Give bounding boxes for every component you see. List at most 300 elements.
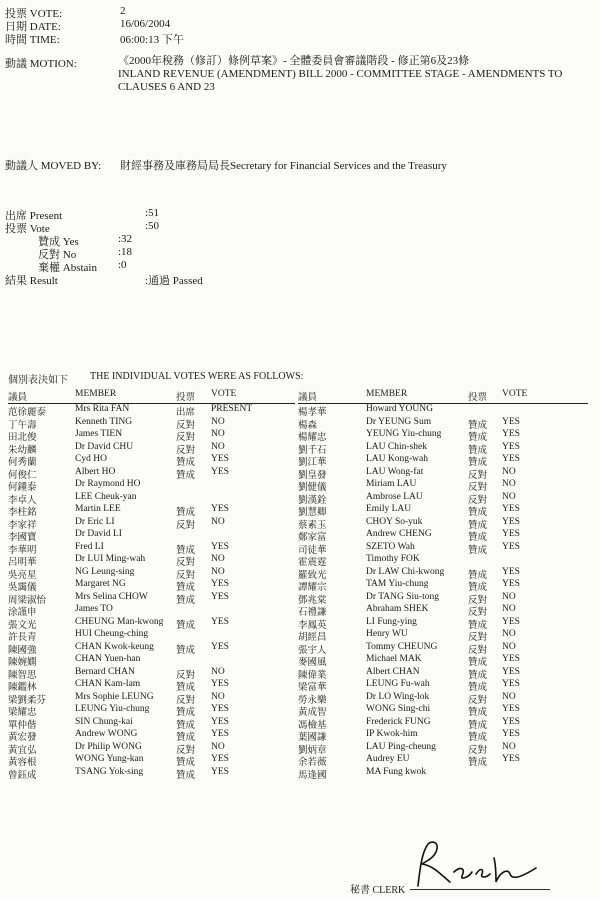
table-row	[298, 592, 588, 605]
vote-chinese: 贊成	[176, 545, 196, 556]
member-chinese-name: 許長青	[8, 633, 37, 643]
member-chinese-name: 梁富華	[298, 683, 327, 693]
time-value: 06:00:13 下午	[120, 34, 184, 46]
vote-english: YES	[502, 441, 520, 452]
vote-english: YES	[502, 716, 520, 727]
vote-chinese: 反對	[176, 670, 196, 681]
vote-chinese: 贊成	[176, 470, 196, 481]
vote-english: YES	[502, 579, 520, 589]
vote-chinese: 贊成	[176, 583, 196, 593]
member-english-name: Michael MAK	[366, 654, 422, 664]
vote-english: YES	[211, 716, 229, 727]
table-row	[298, 679, 588, 692]
table-header	[298, 389, 588, 404]
member-chinese-name: 霍震霆	[298, 558, 327, 568]
header-vote-chinese: 投票	[176, 393, 196, 403]
member-chinese-name: 梁耀忠	[8, 708, 37, 718]
motion-text	[118, 55, 588, 94]
member-chinese-name: 黃宏發	[8, 733, 37, 743]
table-row	[298, 579, 588, 592]
vote-chinese: 反對	[468, 745, 488, 756]
member-chinese-name: 何俊仁	[8, 470, 37, 481]
table-row	[8, 567, 295, 580]
table-row	[298, 629, 588, 642]
vote-english: NO	[211, 741, 225, 752]
vote-english: YES	[502, 504, 520, 514]
votes-table-left	[8, 389, 295, 779]
vote-chinese: 反對	[468, 595, 488, 606]
header-vote-chinese: 投票	[468, 393, 488, 403]
table-row	[298, 404, 588, 417]
vote-chinese: 贊成	[176, 458, 196, 468]
member-chinese-name: 余若薇	[298, 758, 327, 768]
member-english-name: Martin LEE	[75, 504, 121, 514]
signature-line	[410, 889, 550, 890]
table-row	[8, 654, 295, 667]
abstain-value: :0	[118, 259, 127, 271]
vote-english: YES	[211, 679, 229, 689]
table-row	[8, 742, 295, 755]
mover-label: 動議人 MOVED BY:	[5, 160, 102, 172]
member-english-name: Dr LUI Ming-wah	[75, 554, 146, 564]
member-english-name: LEUNG Yiu-chung	[75, 704, 150, 714]
member-chinese-name: 勞永樂	[298, 695, 327, 706]
member-chinese-name: 朱幼麟	[8, 445, 37, 456]
member-chinese-name: 吳亮星	[8, 570, 37, 581]
header-member-chinese: 議員	[298, 393, 318, 403]
vote-english: NO	[502, 466, 516, 477]
vote-english: YES	[502, 566, 520, 577]
member-chinese-name: 劉慧卿	[298, 508, 327, 518]
vote-chinese: 反對	[176, 420, 196, 431]
table-row	[8, 617, 295, 630]
member-chinese-name: 楊耀忠	[298, 433, 327, 443]
table-row	[298, 504, 588, 517]
table-row	[8, 717, 295, 730]
table-row	[298, 742, 588, 755]
member-english-name: WONG Yung-kan	[75, 754, 144, 764]
date-label: 日期 DATE:	[5, 21, 61, 33]
table-caption-english: THE INDIVIDUAL VOTES WERE AS FOLLOWS:	[90, 371, 304, 382]
vote-chinese: 贊成	[468, 658, 488, 668]
member-chinese-name: 李卓人	[8, 495, 37, 506]
member-chinese-name: 丁午壽	[8, 420, 37, 431]
vote-english: YES	[502, 416, 520, 427]
member-chinese-name: 楊孝華	[298, 408, 327, 418]
member-english-name: Dr YEUNG Sum	[366, 416, 432, 427]
vote-chinese: 贊成	[176, 508, 196, 518]
table-row	[8, 692, 295, 705]
member-english-name: YEUNG Yiu-chung	[366, 429, 442, 439]
member-english-name: CHAN Kwok-keung	[75, 641, 154, 652]
member-english-name: Margaret NG	[75, 579, 126, 589]
vote-chinese: 贊成	[468, 420, 488, 431]
member-english-name: Henry WU	[366, 629, 408, 639]
vote-english: NO	[211, 516, 225, 527]
member-chinese-name: 葉國謙	[298, 733, 327, 743]
member-english-name: TAM Yiu-chung	[366, 579, 429, 589]
member-english-name: Albert CHAN	[366, 666, 420, 677]
vote-chinese: 反對	[468, 495, 488, 506]
member-english-name: Dr Eric LI	[75, 516, 115, 527]
table-row	[298, 429, 588, 442]
member-english-name: Timothy FOK	[366, 554, 420, 564]
table-row	[8, 504, 295, 517]
table-row	[298, 604, 588, 617]
vote-english: NO	[211, 416, 225, 427]
vote-english: NO	[502, 604, 516, 614]
vote-chinese: 反對	[176, 558, 196, 568]
vote-english: NO	[211, 429, 225, 439]
vote-english: YES	[211, 766, 229, 777]
vote-english: NO	[211, 566, 225, 577]
vote-english: NO	[211, 691, 225, 702]
member-chinese-name: 胡經昌	[298, 633, 327, 643]
member-english-name: Miriam LAU	[366, 479, 417, 489]
member-english-name: LEE Cheuk-yan	[75, 491, 137, 502]
table-row	[8, 579, 295, 592]
vote-chinese: 贊成	[468, 733, 488, 743]
table-row	[298, 554, 588, 567]
table-row	[8, 517, 295, 530]
table-row	[8, 417, 295, 430]
member-english-name: Mrs Selina CHOW	[75, 591, 148, 602]
vote-chinese: 贊成	[176, 733, 196, 743]
result-label: 結果 Result	[5, 275, 58, 287]
vote-chinese: 反對	[176, 445, 196, 456]
member-chinese-name: 涂謹申	[8, 608, 37, 618]
member-chinese-name: 張文光	[8, 620, 37, 631]
table-row	[298, 454, 588, 467]
table-row	[8, 629, 295, 642]
table-body-right	[298, 404, 588, 779]
vote-english: YES	[211, 579, 229, 589]
vote-english: NO	[502, 491, 516, 502]
member-english-name: NG Leung-sing	[75, 566, 135, 577]
table-body-left	[8, 404, 295, 779]
member-chinese-name: 劉江華	[298, 458, 327, 468]
member-chinese-name: 馬逢國	[298, 770, 327, 781]
time-label: 時間 TIME:	[5, 34, 60, 46]
vote-count-label: 投票 Vote	[5, 223, 50, 235]
table-row	[8, 454, 295, 467]
member-chinese-name: 李國寶	[8, 533, 37, 543]
vote-chinese: 贊成	[176, 758, 196, 768]
vote-chinese: 贊成	[468, 545, 488, 556]
vote-english: NO	[502, 641, 516, 652]
vote-chinese: 贊成	[468, 445, 488, 456]
member-english-name: Howard YOUNG	[366, 404, 433, 414]
member-english-name: Emily LAU	[366, 504, 412, 514]
clerk-signature	[410, 838, 550, 890]
table-row	[298, 704, 588, 717]
vote-english: YES	[211, 641, 229, 652]
vote-english: NO	[502, 691, 516, 702]
table-row	[298, 717, 588, 730]
table-row	[8, 604, 295, 617]
result-value: :通過 Passed	[145, 275, 203, 287]
member-english-name: LAU Kong-wah	[366, 454, 429, 464]
member-chinese-name: 鄧兆棠	[298, 595, 327, 606]
vote-english: NO	[502, 591, 516, 602]
vote-english: YES	[211, 729, 229, 739]
member-english-name: James TO	[75, 604, 113, 614]
vote-english: YES	[502, 666, 520, 677]
vote-chinese: 贊成	[468, 570, 488, 581]
member-chinese-name: 李鳳英	[298, 620, 327, 631]
vote-chinese: 贊成	[176, 645, 196, 656]
table-header	[8, 389, 295, 404]
member-chinese-name: 黃宜弘	[8, 745, 37, 756]
table-row	[8, 667, 295, 680]
member-chinese-name: 馮檢基	[298, 720, 327, 731]
vote-chinese: 贊成	[468, 520, 488, 531]
member-chinese-name: 黃容根	[8, 758, 37, 768]
header-vote-english: VOTE	[211, 389, 237, 399]
vote-chinese: 贊成	[468, 720, 488, 731]
member-english-name: LEUNG Fu-wah	[366, 679, 430, 689]
table-row	[298, 654, 588, 667]
member-english-name: LAU Ping-cheung	[366, 741, 436, 752]
vote-english: YES	[502, 541, 520, 552]
member-chinese-name: 周梁淑怡	[8, 595, 47, 606]
member-chinese-name: 單仲偕	[8, 720, 37, 731]
vote-english: NO	[502, 629, 516, 639]
member-english-name: SZETO Wah	[366, 541, 415, 552]
header-member-english: MEMBER	[366, 389, 408, 399]
vote-chinese: 反對	[176, 745, 196, 756]
vote-chinese: 反對	[468, 695, 488, 706]
vote-chinese: 贊成	[468, 458, 488, 468]
member-english-name: Frederick FUNG	[366, 716, 431, 727]
vote-number-label: 投票 VOTE:	[5, 8, 63, 20]
table-row	[298, 417, 588, 430]
member-english-name: CHAN Kam-lam	[75, 679, 141, 689]
vote-english: YES	[211, 591, 229, 602]
table-row	[8, 429, 295, 442]
member-chinese-name: 陳偉業	[298, 670, 327, 681]
mover-value: 財經事務及庫務局局長Secretary for Financial Services and the Treasury	[120, 160, 447, 172]
yes-label: 贊成 Yes	[38, 236, 79, 248]
vote-english: YES	[502, 529, 520, 539]
member-english-name: LAU Wong-fat	[366, 466, 424, 477]
member-english-name: Kenneth TING	[75, 416, 133, 427]
member-english-name: CHAN Yuen-han	[75, 654, 141, 664]
vote-english: YES	[502, 704, 520, 714]
vote-chinese: 反對	[468, 608, 488, 618]
vote-english: NO	[211, 554, 225, 564]
member-english-name: Tommy CHEUNG	[366, 641, 438, 652]
member-english-name: Andrew CHENG	[366, 529, 432, 539]
member-chinese-name: 譚耀宗	[298, 583, 327, 593]
member-english-name: Bernard CHAN	[75, 666, 135, 677]
table-row	[8, 529, 295, 542]
member-english-name: Dr LAW Chi-kwong	[366, 566, 445, 577]
header-member-english: MEMBER	[75, 389, 117, 399]
member-chinese-name: 鄭家富	[298, 533, 327, 543]
member-chinese-name: 陳國強	[8, 645, 37, 656]
member-english-name: CHEUNG Man-kwong	[75, 616, 164, 627]
vote-chinese: 反對	[468, 483, 488, 493]
member-english-name: Dr David CHU	[75, 441, 134, 452]
vote-count-value: :50	[145, 220, 160, 232]
table-row	[298, 479, 588, 492]
vote-english: PRESENT	[211, 404, 253, 414]
vote-english: YES	[502, 679, 520, 689]
member-chinese-name: 劉健儀	[298, 483, 327, 493]
member-chinese-name: 吳靄儀	[8, 583, 37, 593]
vote-chinese: 贊成	[468, 708, 488, 718]
member-english-name: Dr Philip WONG	[75, 741, 142, 752]
vote-english: YES	[211, 504, 229, 514]
member-english-name: Fred LI	[75, 541, 104, 552]
vote-chinese: 反對	[176, 520, 196, 531]
vote-english: YES	[211, 466, 229, 477]
member-english-name: CHOY So-yuk	[366, 516, 423, 527]
table-row	[8, 767, 295, 780]
abstain-label: 棄權 Abstain	[38, 262, 97, 274]
table-row	[8, 404, 295, 417]
vote-chinese: 贊成	[176, 620, 196, 631]
member-english-name: Mrs Rita FAN	[75, 404, 130, 414]
table-row	[8, 467, 295, 480]
member-chinese-name: 田北俊	[8, 433, 37, 443]
member-chinese-name: 張宇人	[298, 645, 327, 656]
table-caption-chinese: 個別表決如下	[8, 375, 68, 386]
vote-number-value: 2	[120, 5, 126, 17]
vote-chinese: 反對	[468, 645, 488, 656]
table-row	[298, 542, 588, 555]
no-label: 反對 No	[38, 249, 77, 261]
member-chinese-name: 呂明華	[8, 558, 37, 568]
table-row	[298, 617, 588, 630]
vote-chinese: 反對	[468, 633, 488, 643]
header-member-chinese: 議員	[8, 393, 28, 403]
member-english-name: LAU Chin-shek	[366, 441, 427, 452]
vote-chinese: 贊成	[176, 770, 196, 781]
vote-chinese: 贊成	[468, 620, 488, 631]
table-row	[8, 642, 295, 655]
member-english-name: HUI Cheung-ching	[75, 629, 149, 639]
vote-english: YES	[211, 454, 229, 464]
table-row	[8, 442, 295, 455]
member-chinese-name: 李華明	[8, 545, 37, 556]
member-chinese-name: 楊森	[298, 420, 318, 431]
table-row	[298, 442, 588, 455]
vote-chinese: 贊成	[468, 533, 488, 543]
clerk-label: 秘書 CLERK	[350, 885, 406, 896]
member-english-name: TSANG Yok-sing	[75, 766, 144, 777]
member-chinese-name: 陳婉嫻	[8, 658, 37, 668]
vote-chinese: 贊成	[176, 683, 196, 693]
member-chinese-name: 何秀蘭	[8, 458, 37, 468]
member-english-name: Dr TANG Siu-tong	[366, 591, 439, 602]
present-value: :51	[145, 207, 160, 219]
vote-chinese: 贊成	[468, 758, 488, 768]
member-chinese-name: 李家祥	[8, 520, 37, 531]
table-row	[298, 492, 588, 505]
member-chinese-name: 曾鈺成	[8, 770, 37, 781]
member-chinese-name: 羅致光	[298, 570, 327, 581]
table-row	[298, 529, 588, 542]
member-chinese-name: 麥國風	[298, 658, 327, 668]
member-english-name: SIN Chung-kai	[75, 716, 133, 727]
member-chinese-name: 陳智思	[8, 670, 37, 681]
vote-english: YES	[502, 429, 520, 439]
table-row	[8, 754, 295, 767]
vote-english: NO	[211, 666, 225, 677]
table-row	[8, 492, 295, 505]
member-english-name: Mrs Sophie LEUNG	[75, 691, 154, 702]
vote-english: YES	[211, 704, 229, 714]
table-row	[298, 467, 588, 480]
member-english-name: Dr LO Wing-lok	[366, 691, 430, 702]
member-chinese-name: 梁劉柔芬	[8, 695, 47, 706]
vote-english: YES	[211, 616, 229, 627]
vote-english: NO	[502, 479, 516, 489]
member-english-name: Dr David LI	[75, 529, 122, 539]
member-chinese-name: 石禮謙	[298, 608, 327, 618]
member-english-name: Cyd HO	[75, 454, 107, 464]
vote-english: YES	[502, 454, 520, 464]
member-english-name: Albert HO	[75, 466, 116, 477]
vote-chinese: 贊成	[468, 508, 488, 518]
table-row	[8, 479, 295, 492]
table-row	[298, 692, 588, 705]
header-vote-english: VOTE	[502, 389, 528, 399]
vote-chinese: 贊成	[468, 670, 488, 681]
vote-english: YES	[211, 541, 229, 552]
member-chinese-name: 蔡素玉	[298, 520, 327, 531]
member-english-name: IP Kwok-him	[366, 729, 418, 739]
vote-chinese: 贊成	[468, 683, 488, 693]
vote-chinese: 反對	[176, 570, 196, 581]
table-row	[298, 567, 588, 580]
table-row	[298, 517, 588, 530]
vote-english: NO	[211, 441, 225, 452]
member-chinese-name: 范徐麗泰	[8, 408, 47, 418]
vote-chinese: 反對	[176, 433, 196, 443]
member-english-name: LI Fung-ying	[366, 616, 417, 627]
vote-chinese: 贊成	[176, 595, 196, 606]
motion-title-english: INLAND REVENUE (AMENDMENT) BILL 2000 - COMMITTEE STAGE - AMENDMENTS TO CLAUSES 6 AND 23	[118, 68, 563, 93]
member-chinese-name: 何鍾泰	[8, 483, 37, 493]
member-chinese-name: 黃成智	[298, 708, 327, 718]
member-english-name: MA Fung kwok	[366, 766, 427, 777]
table-row	[298, 729, 588, 742]
member-english-name: Dr Raymond HO	[75, 479, 141, 489]
member-english-name: James TIEN	[75, 429, 123, 439]
vote-chinese: 反對	[468, 470, 488, 481]
vote-english: YES	[502, 654, 520, 664]
vote-chinese: 出席	[176, 408, 196, 418]
member-chinese-name: 李柱銘	[8, 508, 37, 518]
vote-english: NO	[502, 741, 516, 752]
member-chinese-name: 司徒華	[298, 545, 327, 556]
vote-chinese: 贊成	[176, 708, 196, 718]
table-row	[298, 767, 588, 780]
member-english-name: Abraham SHEK	[366, 604, 429, 614]
date-value: 16/06/2004	[120, 18, 171, 30]
member-chinese-name: 劉皇發	[298, 470, 327, 481]
table-row	[8, 554, 295, 567]
table-row	[298, 642, 588, 655]
present-label: 出席 Present	[5, 210, 63, 222]
member-english-name: Ambrose LAU	[366, 491, 423, 502]
table-row	[8, 729, 295, 742]
vote-english: YES	[502, 729, 520, 739]
yes-value: :32	[118, 233, 133, 245]
